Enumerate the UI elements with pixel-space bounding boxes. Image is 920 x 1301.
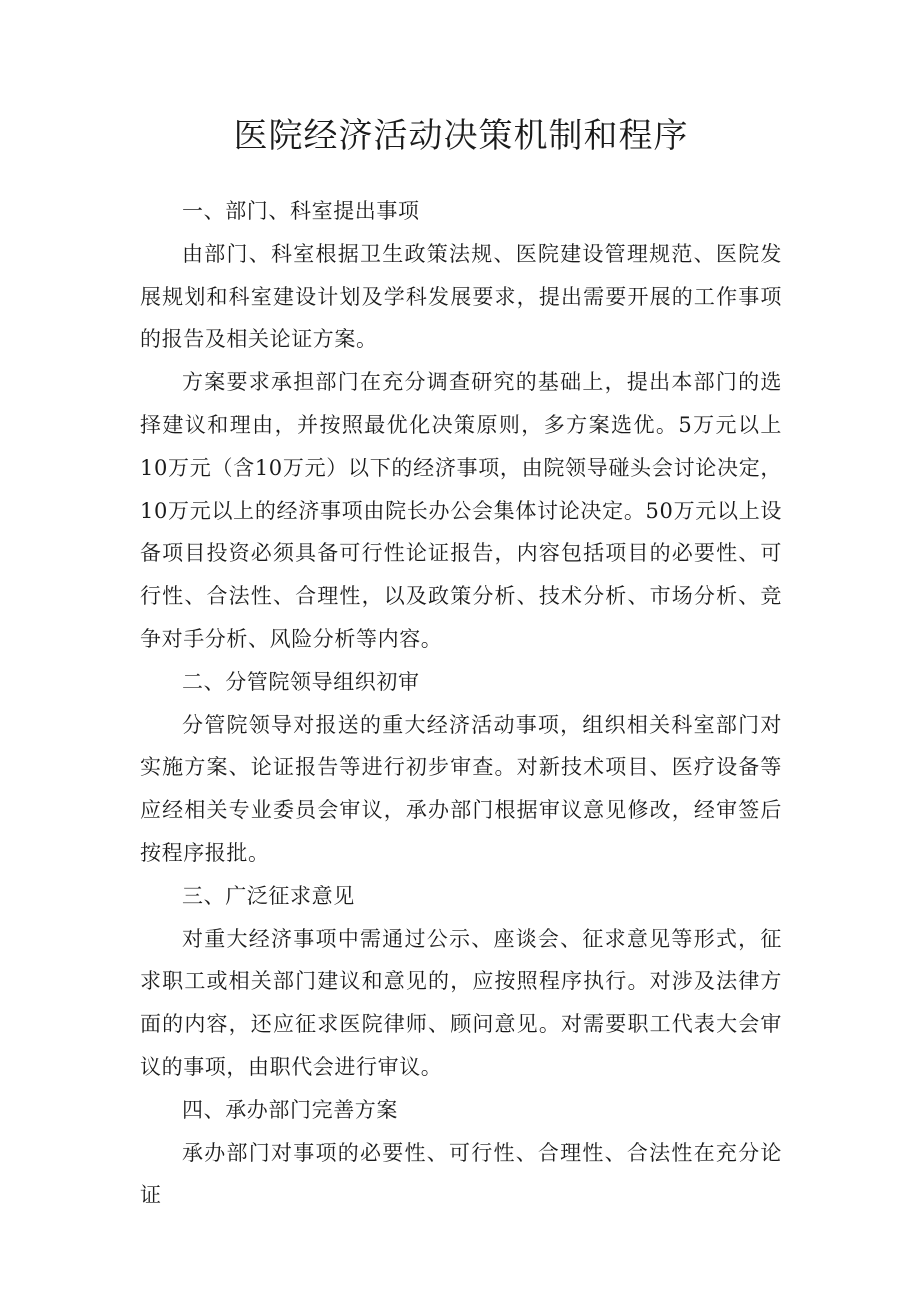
paragraph: 分管院领导对报送的重大经济活动事项，组织相关科室部门对实施方案、论证报告等进行初步审查。对新技术项目、医疗设备等应经相关专业委员会审议，承办部门根据审议意见修改，经审签后按程序报批。 [140, 712, 782, 865]
document-title: 医院经济活动决策机制和程序 [233, 116, 689, 156]
paragraph: 对重大经济事项中需通过公示、座谈会、征求意见等形式，征求职工或相关部门建议和意见的，应按照程序执行。对涉及法律方面的内容，还应征求医院律师、顾问意见。对需要职工代表大会审议的事项，由职代会进行审议。 [140, 926, 782, 1079]
section-heading: 三、广泛征求意见 [182, 883, 355, 908]
paragraph: 方案要求承担部门在充分调查研究的基础上，提出本部门的选择建议和理由，并按照最优化决策原则，多方案选优。5万元以上10万元（含10万元）以下的经济事项，由院领导碰头会讨论决定，10万元以上的经济事项由院长办公会集体讨论决定。50万元以上设备项目投资必须具备可行性论证报告，内容包括项目的必要性、可行性、合法性、合理性，以及政策分析、技术分析、市场分析、竞争对手分析、风险分析等内容。 [140, 370, 782, 651]
section-heading: 四、承办部门完善方案 [182, 1097, 398, 1122]
section-heading: 一、部门、科室提出事项 [182, 199, 420, 223]
paragraph: 承办部门对事项的必要性、可行性、合理性、合法性在充分论证 [140, 1140, 782, 1208]
section-heading: 二、分管院领导组织初审 [182, 669, 420, 694]
paragraph: 由部门、科室根据卫生政策法规、医院建设管理规范、医院发展规划和科室建设计划及学科发展要求，提出需要开展的工作事项的报告及相关论证方案。 [140, 241, 782, 352]
document-body [140, 190, 782, 1217]
